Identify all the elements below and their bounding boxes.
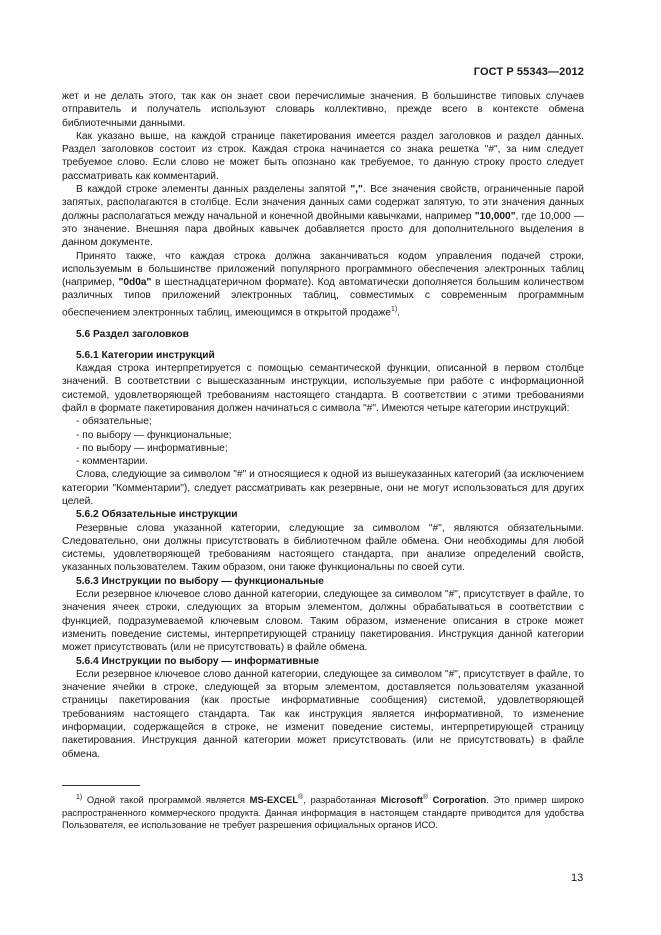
company-name: Microsoft: [380, 794, 423, 806]
hex-code: "0d0a": [118, 277, 152, 289]
list-item: - обязательные;: [76, 416, 152, 428]
standard-header: ГОСТ Р 55343—2012: [473, 66, 584, 78]
section-title-5-6-3: 5.6.3 Инструкции по выбору — функциональные: [76, 575, 324, 587]
paragraph-comma-separator: В каждой строке элементы данных разделены запятой ",". Все значения свойств, ограниченные парой запятых, располагаются в столбце. Если значения данных сами содержат запятую, то эти значения данных должны располагаться между начальной и конечной двойными кавычками, например "10,000", где 10,000 — это значение. Внешняя пара двойных кавычек добавляется просто для дополнительного выделения в данном документе.: [62, 184, 584, 249]
list-item: - по выбору — информативные;: [76, 442, 228, 454]
footnote-divider: [62, 785, 140, 786]
list-item: - по выбору — функциональные;: [76, 429, 232, 441]
footnote-mark: 1): [76, 793, 83, 801]
paragraph-categories: Каждая строка интерпретируется с помощью семантической функции, описанной в первом столбце значений. В соответствии с вышесказанным инструкции, используемые при работе с информационной системой, удовлетворяющей требованиям настоящего стандарта. В соответствии с этими требованиями файл в формате пакетирования должен начинаться с символа "#". Имеются четыре категории инструкций:: [62, 363, 584, 414]
list-item: - комментарии.: [76, 456, 148, 468]
section-title-5-6-2: 5.6.2 Обязательные инструкции: [76, 509, 238, 521]
paragraph-functional: Если резервное ключевое слово данной категории, следующее за символом "#", присутствует в файле, то значения ячеек строки, следующих за вторым элементом, должны обрабатываться в соответствии с функцией, подразумеваемой ключевым словом. Таким образом, изменение описания в строке может изменить поведение системы, интерпретирующей страницу пакетирования. Инструкция данной категории может присутствовать (или не присутствовать) в файле обмена.: [62, 589, 584, 654]
footnote-ref: 1): [390, 305, 398, 313]
paragraph-mandatory: Резервные слова указанной категории, следующие за символом "#", являются обязательными. Следовательно, они должны присутствовать в библиотечном файле обмена. Они необходимы для любой системы, удовлетворяющей требованиям настоящего стандарта, при анализе определений свойств, указанных пользователем. Таким образом, они также функциональны по своей сути.: [62, 522, 584, 574]
example-value: "10,000": [474, 210, 516, 222]
paragraph-header-section: Как указано выше, на каждой странице пакетирования имеется раздел заголовков и раздел данных. Раздел заголовков состоит из строк. Каждая строка начинается со знака решетка "#", за ним следует требуемое слово. Если слово не может быть опознано как требуемое, то данную строку просто следует рассматривать как комментарий.: [62, 130, 584, 182]
page-content: [62, 90, 584, 832]
page-number: 13: [571, 872, 584, 884]
paragraph-informative: Если резервное ключевое слово данной категории, следующее за символом "#", присутствует в файле, то значение ячейки в строке, следующей за вторым элементом, доставляется пользователям указанной страницы пакетирования (как простые информативные сообщения) системой, удовлетворяющей требованиям настоящего стандарта. Так как инструкция является информативной, то изменение информации, содержащейся в строке, не изменит поведение системы, интерпретирующей страницу пакетирования. Инструкция данной категории может присутствовать (или не присутствовать) в файле обмена.: [62, 668, 584, 760]
paragraph-line-feed: Принято также, что каждая строка должна заканчиваться кодом управления подачей строки, используемым в большинстве приложений популярного программного обеспечения электронных таблиц (например, "0d0a" в шестнадцатеричном формате). Код автоматически дополняется большим количеством различных типов приложений электронных таблиц, совместимых с современным программным обеспечением электронных таблиц, имеющимся в открытой продаже$^{1)}$.: [62, 250, 584, 319]
paragraph-continued: жет и не делать этого, так как он знает свои перечислимые значения. В большинстве типовых случаев отправитель и получатель используют словарь коллективно, прежде всего в контексте обмена библиотечными данными.: [62, 91, 584, 129]
comma-code: ",": [350, 184, 363, 196]
product-name: MS-EXCEL: [249, 794, 299, 806]
footnote: $^{1)}$ Одной такой программой является MS-EXCEL®, разработанная Microsoft® Corporation. Это пример широко распространенного коммерческого продукта. Данная информация в настоящем стандарте приводится для удобства Пользователя, ее использование не требует разрешения официальных органов ИСО.: [62, 793, 584, 831]
section-title-5-6-4: 5.6.4 Инструкции по выбору — информативные: [76, 655, 319, 667]
section-title-5-6-1: 5.6.1 Категории инструкций: [76, 349, 215, 361]
section-title-5-6: 5.6 Раздел заголовков: [76, 329, 189, 341]
paragraph-reserved-words: Слова, следующие за символом "#" и относящиеся к одной из вышеуказанных категорий (за исключением категории "Комментарии"), следует рассматривать как резервные, они не могут использоваться для других целей.: [62, 469, 584, 507]
